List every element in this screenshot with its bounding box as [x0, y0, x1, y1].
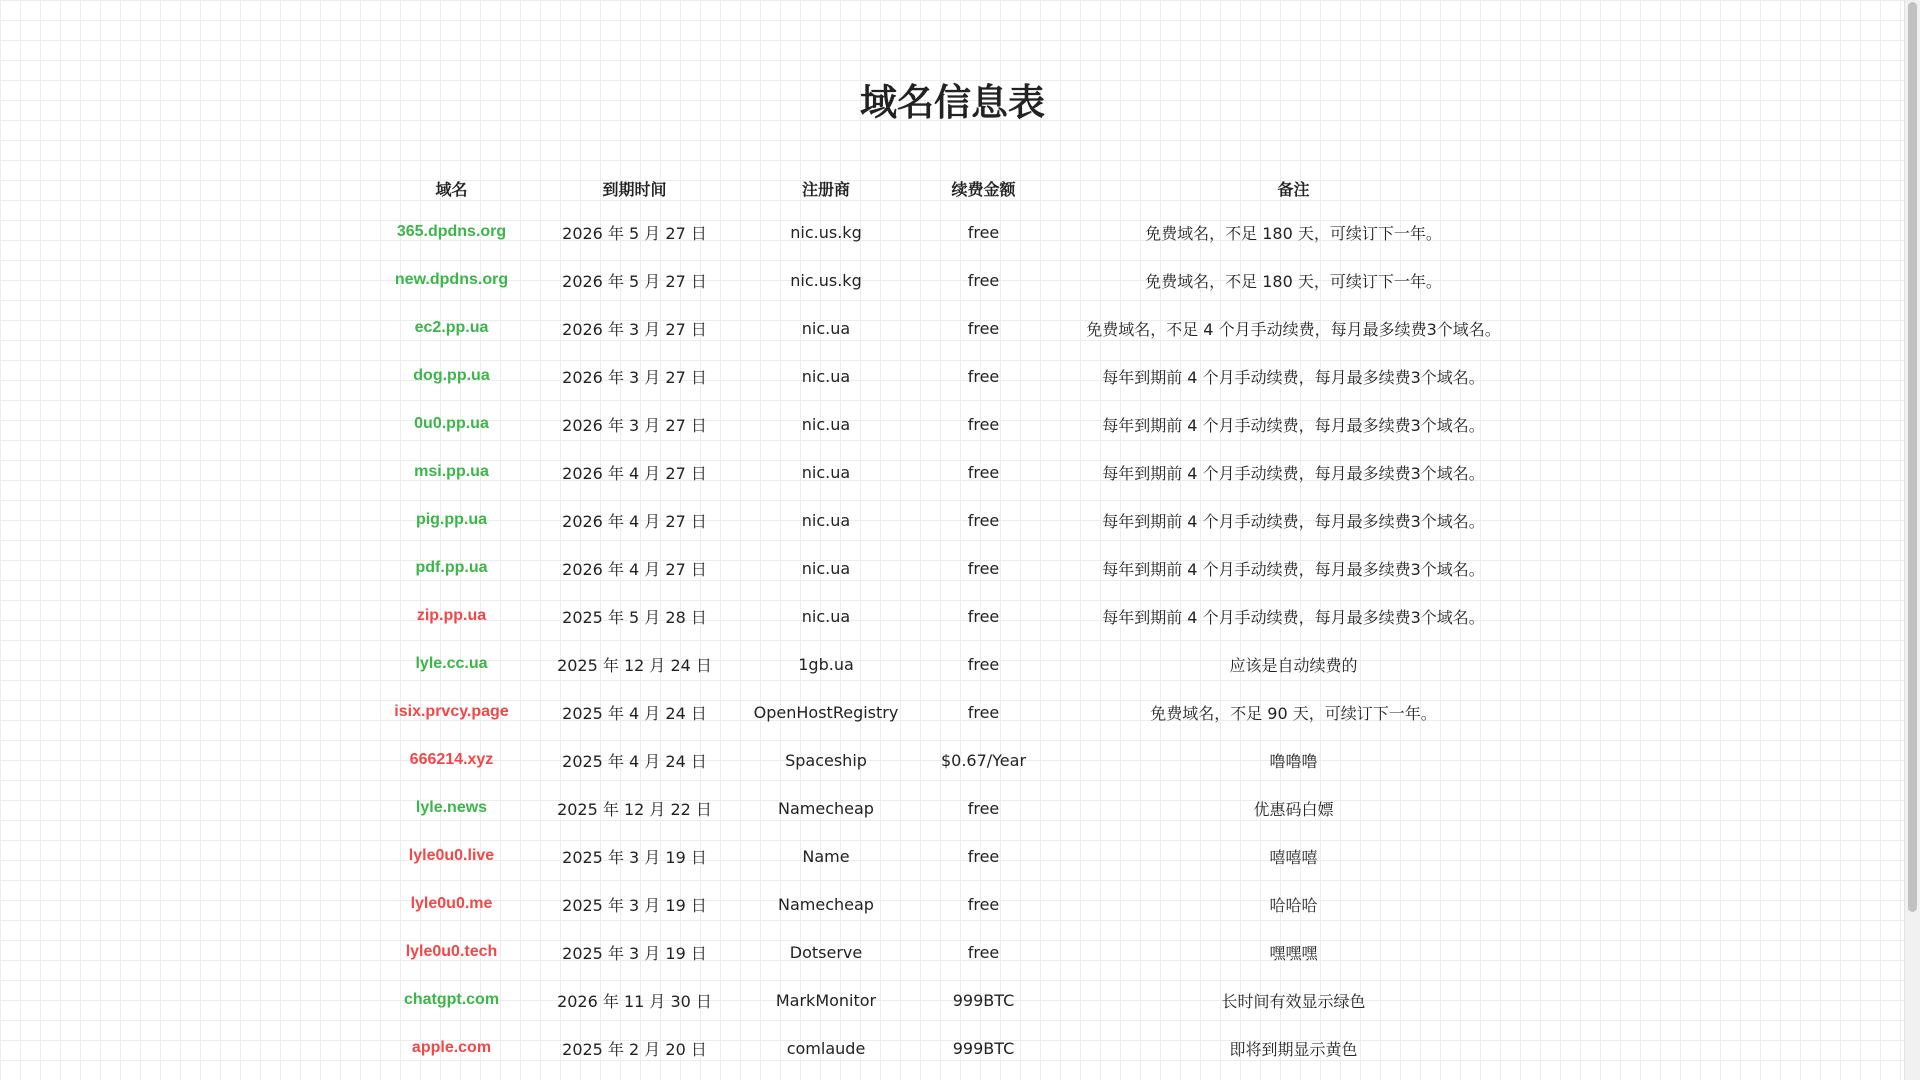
domain-table — [370, 168, 1536, 1072]
registrar-cell: comlaude — [786, 1038, 866, 1058]
domain-cell: zip.pp.ua — [416, 607, 487, 624]
expiry-cell: 2025 年 4 月 24 日 — [562, 751, 707, 771]
expiry-cell: 2026 年 5 月 27 日 — [562, 271, 707, 291]
expiry-cell: 2026 年 4 月 27 日 — [562, 559, 707, 579]
registrar-cell: nic.ua — [801, 414, 851, 434]
vertical-scrollbar[interactable] — [1904, 0, 1920, 1080]
registrar-cell: nic.us.kg — [790, 222, 862, 242]
domain-cell: apple.com — [411, 1039, 492, 1056]
page-title: 域名信息表 — [860, 81, 1045, 124]
renewal-cell: free — [967, 846, 1000, 866]
expiry-cell: 2026 年 4 月 27 日 — [562, 511, 707, 531]
expiry-cell: 2025 年 3 月 19 日 — [562, 943, 707, 963]
registrar-cell: nic.us.kg — [790, 270, 862, 290]
table-row — [370, 304, 1536, 352]
renewal-cell: free — [967, 270, 1000, 290]
renewal-cell: 999BTC — [952, 990, 1015, 1010]
table-row — [370, 688, 1536, 736]
domain-cell: lyle0u0.me — [410, 895, 493, 912]
note-cell: 应该是自动续费的 — [1229, 655, 1358, 675]
note-cell: 每年到期前 4 个月手动续费，每月最多续费3个域名。 — [1102, 607, 1485, 627]
renewal-cell: free — [967, 414, 1000, 434]
domain-cell: lyle.cc.ua — [415, 655, 488, 672]
table-row — [370, 928, 1536, 976]
registrar-cell: Name — [802, 846, 850, 866]
renewal-cell: free — [967, 462, 1000, 482]
note-cell: 免费域名，不足 180 天，可续订下一年。 — [1145, 271, 1442, 291]
registrar-cell: OpenHostRegistry — [753, 702, 899, 722]
expiry-cell: 2026 年 5 月 27 日 — [562, 223, 707, 243]
registrar-cell: nic.ua — [801, 558, 851, 578]
note-cell: 每年到期前 4 个月手动续费，每月最多续费3个域名。 — [1102, 415, 1485, 435]
table-row — [370, 400, 1536, 448]
note-cell: 优惠码白嫖 — [1253, 799, 1334, 819]
domain-cell: ec2.pp.ua — [414, 319, 489, 336]
table-body — [370, 208, 1536, 1072]
table-row — [370, 544, 1536, 592]
note-cell: 每年到期前 4 个月手动续费，每月最多续费3个域名。 — [1102, 463, 1485, 483]
note-cell: 噜噜噜 — [1269, 751, 1318, 771]
domain-cell: chatgpt.com — [403, 991, 500, 1008]
table-row — [370, 976, 1536, 1024]
note-cell: 免费域名，不足 180 天，可续订下一年。 — [1145, 223, 1442, 243]
renewal-cell: $0.67/Year — [940, 750, 1027, 770]
renewal-cell: free — [967, 942, 1000, 962]
domain-cell: pdf.pp.ua — [415, 559, 488, 576]
expiry-cell: 2025 年 2 月 20 日 — [562, 1039, 707, 1059]
expiry-cell: 2026 年 3 月 27 日 — [562, 367, 707, 387]
domain-cell: pig.pp.ua — [415, 511, 488, 528]
domain-cell: 365.dpdns.org — [396, 223, 507, 240]
table-row — [370, 880, 1536, 928]
domain-cell: dog.pp.ua — [413, 367, 490, 384]
table-row — [370, 1024, 1536, 1072]
expiry-cell: 2025 年 4 月 24 日 — [562, 703, 707, 723]
note-cell: 每年到期前 4 个月手动续费，每月最多续费3个域名。 — [1102, 367, 1485, 387]
note-cell: 即将到期显示黄色 — [1229, 1039, 1358, 1059]
note-cell: 免费域名，不足 90 天，可续订下一年。 — [1150, 703, 1437, 723]
domain-cell: isix.prvcy.page — [394, 703, 509, 720]
table-row — [370, 736, 1536, 784]
registrar-cell: Spaceship — [785, 750, 867, 770]
header-domain: 域名 — [435, 179, 468, 199]
header-registrar: 注册商 — [801, 179, 850, 199]
scrollbar-thumb[interactable] — [1908, 2, 1917, 912]
renewal-cell: free — [967, 894, 1000, 914]
domain-cell: lyle0u0.live — [408, 847, 495, 864]
header-note: 备注 — [1277, 179, 1310, 199]
renewal-cell: free — [967, 654, 1000, 674]
table-header-row — [370, 168, 1536, 208]
renewal-cell: free — [967, 222, 1000, 242]
registrar-cell: Namecheap — [778, 894, 874, 914]
domain-cell: lyle0u0.tech — [405, 943, 498, 960]
renewal-cell: free — [967, 366, 1000, 386]
note-cell: 嘿嘿嘿 — [1269, 943, 1318, 963]
registrar-cell: 1gb.ua — [798, 654, 854, 674]
table-row — [370, 256, 1536, 304]
renewal-cell: free — [967, 798, 1000, 818]
domain-cell: msi.pp.ua — [414, 463, 489, 480]
domain-cell: lyle.news — [415, 799, 488, 816]
renewal-cell: 999BTC — [952, 1038, 1015, 1058]
expiry-cell: 2025 年 5 月 28 日 — [562, 607, 707, 627]
table-row — [370, 208, 1536, 256]
renewal-cell: free — [967, 606, 1000, 626]
table-row — [370, 592, 1536, 640]
table-row — [370, 448, 1536, 496]
registrar-cell: Dotserve — [789, 942, 863, 962]
header-renewal: 续费金额 — [951, 179, 1016, 199]
expiry-cell: 2025 年 12 月 24 日 — [557, 655, 712, 675]
registrar-cell: nic.ua — [801, 366, 851, 386]
registrar-cell: nic.ua — [801, 606, 851, 626]
renewal-cell: free — [967, 558, 1000, 578]
expiry-cell: 2025 年 3 月 19 日 — [562, 895, 707, 915]
table-row — [370, 640, 1536, 688]
registrar-cell: MarkMonitor — [775, 990, 877, 1010]
domain-cell: new.dpdns.org — [394, 271, 509, 288]
domain-cell: 0u0.pp.ua — [414, 415, 489, 432]
note-cell: 嘻嘻嘻 — [1269, 847, 1318, 867]
table-row — [370, 832, 1536, 880]
expiry-cell: 2026 年 3 月 27 日 — [562, 415, 707, 435]
table-row — [370, 784, 1536, 832]
note-cell: 免费域名，不足 4 个月手动续费，每月最多续费3个域名。 — [1086, 319, 1501, 339]
registrar-cell: Namecheap — [778, 798, 874, 818]
registrar-cell: nic.ua — [801, 462, 851, 482]
note-cell: 每年到期前 4 个月手动续费，每月最多续费3个域名。 — [1102, 511, 1485, 531]
header-expiry: 到期时间 — [602, 179, 667, 199]
expiry-cell: 2025 年 12 月 22 日 — [557, 799, 712, 819]
expiry-cell: 2026 年 11 月 30 日 — [557, 991, 712, 1011]
table-row — [370, 352, 1536, 400]
registrar-cell: nic.ua — [801, 510, 851, 530]
note-cell: 长时间有效显示绿色 — [1221, 991, 1366, 1011]
note-cell: 哈哈哈 — [1269, 895, 1318, 915]
registrar-cell: nic.ua — [801, 318, 851, 338]
expiry-cell: 2025 年 3 月 19 日 — [562, 847, 707, 867]
expiry-cell: 2026 年 4 月 27 日 — [562, 463, 707, 483]
domain-cell: 666214.xyz — [409, 751, 494, 768]
renewal-cell: free — [967, 702, 1000, 722]
note-cell: 每年到期前 4 个月手动续费，每月最多续费3个域名。 — [1102, 559, 1485, 579]
expiry-cell: 2026 年 3 月 27 日 — [562, 319, 707, 339]
renewal-cell: free — [967, 510, 1000, 530]
renewal-cell: free — [967, 318, 1000, 338]
table-row — [370, 496, 1536, 544]
